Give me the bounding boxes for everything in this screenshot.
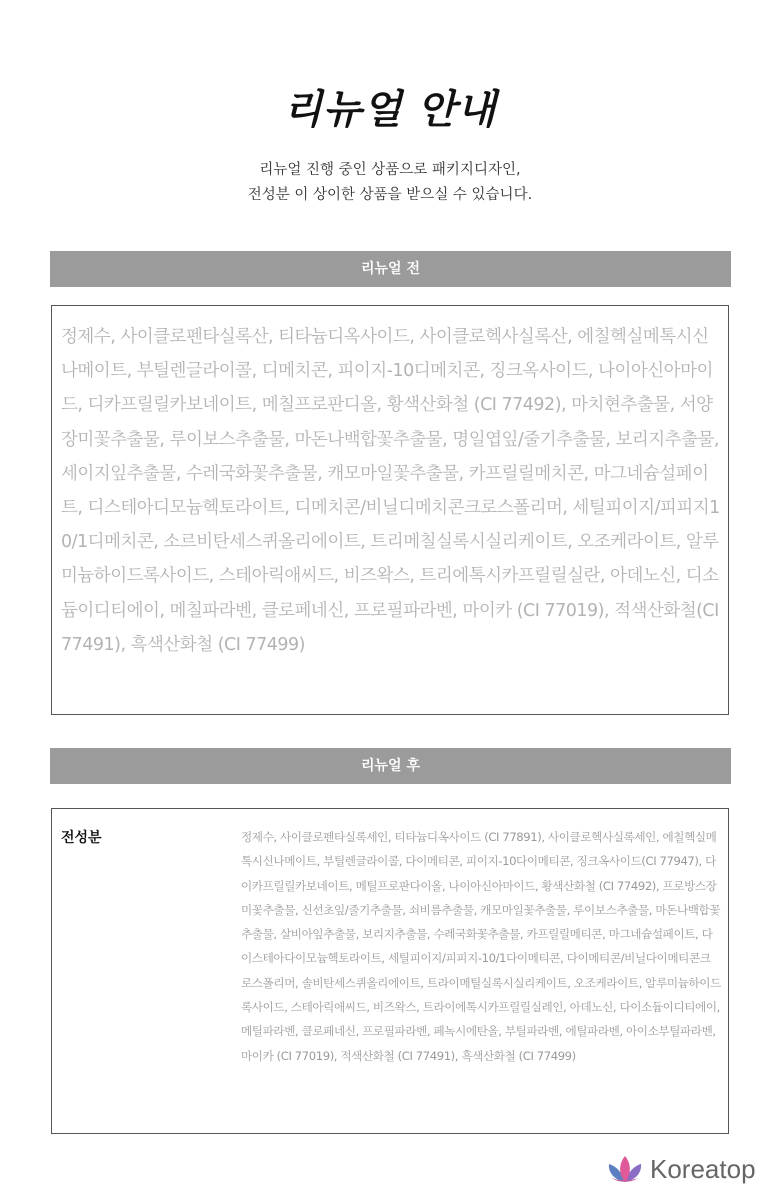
after-ingredients-text: 정제수, 사이클로펜타실록세인, 티타늄디옥사이드 (CI 77891), 사이클로헥사실록세인, 에칠헥실메톡시신나메이트, 부틸렌글라이콜, 다이메티콘, 피이지-10다이메티콘, 징크옥사이드(CI 77947), 다이카프릴릴카보네이트, 메틸프로판다이올, 나이아신아마이드, 황색산화철 (CI 77492), 프로방스장미꽃추출물, 신선초잎/줄기추출물, 쇠비름추출물, 캐모마일꽃추출물, 루이보스추출물, 마돈나백합꽃추출물, 살비아잎추출물, 보리지추출물, 수레국화꽃추출물, 카프릴릴메티콘, 마그네슘설페이트, 다이스테아다이모늄헥토라이트, 세틸피이지/피피지-10/1다이메티콘, 다이메티콘/비닐다이메티콘크로스폴리머, 솔비탄세스퀴올리에이트, 트라이메틸실록시실리케이트, 오조케라이트, 알루미늄하이드록사이드, 스테아릭애씨드, 비즈왁스, 트라이에톡시카프릴릴실레인, 아데노신, 다이소듐이디티에이, 메틸파라벤, 클로페네신, 프로필파라벤, 페녹시에탄올, 부틸파라벤, 에틸파라벤, 아이소부틸파라벤, 마이카 (CI 77019), 적색산화철 (CI 77491), 흑색산화철 (CI 77499) xyxy=(241,830,721,1063)
lotus-flower-icon xyxy=(606,1154,644,1184)
before-ingredients-text: 정제수, 사이클로펜타실록산, 티타늄디옥사이드, 사이클로헥사실록산, 에칠헥실메톡시신나메이트, 부틸렌글라이콜, 디메치콘, 피이지-10디메치콘, 징크옥사이드, 나이아신아마이드, 디카프릴릴카보네이트, 메칠프로판디올, 황색산화철 (CI 77492), 마치현추출물, 서양장미꽃추출물, 루이보스추출물, 마돈나백합꽃추출물, 명일엽잎/줄기추출물, 보리지추출물, 세이지잎추출물, 수레국화꽃추출물, 캐모마일꽃추출물, 카프릴릴메치콘, 마그네슘설페이트, 디스테아디모늄헥토라이트, 디메치콘/비닐디메치콘크로스폴리머, 세틸피이지/피피지10/1디메치콘, 소르비탄세스퀴올리에이트, 트리메칠실록시실리케이트, 오조케라이트, 알루미늄하이드록사이드, 스테아릭애씨드, 비즈왁스, 트리에톡시카프릴릴실란, 아데노신, 디소듐이디티에이, 메칠파라벤, 클로페네신, 프로필파라벤, 마이카 (CI 77019), 적색산화철(CI77491), 흑색산화철 (CI 77499) xyxy=(61,327,720,655)
koreatop-logo xyxy=(606,1151,756,1187)
notice-line-1: 리뉴얼 진행 중인 상품으로 패키지디자인, xyxy=(259,162,521,178)
page-title: 리뉴얼 안내 xyxy=(283,87,497,133)
before-ingredients-box xyxy=(51,305,729,715)
notice-line-2: 전성분 이 상이한 상품을 받으실 수 있습니다. xyxy=(247,187,533,203)
after-header-bar: 리뉴얼 후 xyxy=(50,748,731,784)
notice-text xyxy=(0,158,780,208)
after-ingredients-box xyxy=(51,808,729,1134)
ingredients-label: 전성분 xyxy=(61,830,102,846)
brand-name: Koreatop xyxy=(650,1153,756,1184)
before-header-bar: 리뉴얼 전 xyxy=(50,251,731,287)
